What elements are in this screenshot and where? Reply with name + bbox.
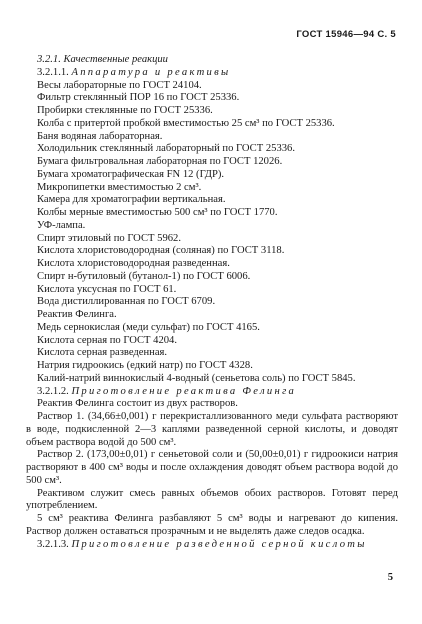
page-number: 5 bbox=[387, 572, 393, 583]
paragraph: Раствор 1. (34,66±0,001) г перекристаллизованного меди сульфата растворяют в воде, подкисленной 2—3 каплями разведенной серной кислоты, и доводят объем раствора водой до 500 см³. bbox=[26, 411, 398, 448]
list-item: Холодильник стеклянный лабораторный по ГОСТ 25336. bbox=[37, 143, 296, 155]
section-3-2-1-heading: 3.2.1. Качественные реакции bbox=[37, 54, 168, 65]
list-item: Колба с притертой пробкой вместимостью 25 см³ по ГОСТ 25336. bbox=[37, 117, 335, 129]
list-item: Медь сернокислая (меди сульфат) по ГОСТ 4165. bbox=[37, 321, 260, 333]
list-item: Кислота серная разведенная. bbox=[37, 347, 168, 359]
list-item: Кислота хлористоводородная разведенная. bbox=[37, 258, 230, 269]
paragraph: Раствор 2. (173,00±0,01) г сеньетовой соли и (50,00±0,01) г гидроокиси натрия растворяют в 400 см³ воды и после охлаждения доводят объем раствора водой до 500 см³. bbox=[26, 449, 398, 486]
section-number: 3.2.1.1. bbox=[37, 66, 69, 78]
section-title: Аппаратура и реактивы bbox=[71, 66, 231, 78]
list-item: Спирт этиловый по ГОСТ 5962. bbox=[37, 232, 181, 244]
list-item: Калий-натрий виннокислый 4-водный (сеньетова соль) по ГОСТ 5845. bbox=[37, 372, 356, 384]
section-3-2-1-3-heading bbox=[26, 539, 398, 552]
list-item: Кислота уксусная по ГОСТ 61. bbox=[37, 283, 177, 295]
paragraph: 5 см³ реактива Фелинга разбавляют 5 см³ воды и нагревают до кипения. Раствор должен оставаться прозрачным и не выделять даже следов осадка. bbox=[26, 513, 398, 537]
list-item: Вода дистиллированная по ГОСТ 6709. bbox=[37, 296, 216, 308]
section-title: Приготовление реактива Фелинга bbox=[71, 385, 297, 397]
document-header: ГОСТ 15946—94 С. 5 bbox=[296, 29, 396, 40]
list-item: Кислота серная по ГОСТ 4204. bbox=[37, 334, 177, 346]
list-item: Пробирки стеклянные по ГОСТ 25336. bbox=[37, 105, 213, 116]
list-item: Камера для хроматографии вертикальная. bbox=[37, 194, 226, 206]
list-item: Баня водяная лабораторная. bbox=[37, 130, 163, 142]
list-item: Бумага фильтровальная лабораторная по ГОСТ 12026. bbox=[37, 156, 283, 167]
list-item: Спирт н-бутиловый (бутанол-1) по ГОСТ 6006. bbox=[37, 270, 251, 282]
list-item: Реактив Фелинга. bbox=[37, 309, 117, 320]
list-item: Бумага хроматографическая FN 12 (ГДР). bbox=[37, 168, 225, 180]
section-number: 3.2.1.3. bbox=[37, 538, 69, 550]
paragraph: Реактив Фелинга состоит из двух растворов. bbox=[37, 398, 238, 410]
list-item: Фильтр стеклянный ПОР 16 по ГОСТ 25336. bbox=[37, 92, 240, 104]
list-item: Натрия гидроокись (едкий натр) по ГОСТ 4328. bbox=[37, 360, 253, 371]
list-item: Колбы мерные вместимостью 500 см³ по ГОСТ 1770. bbox=[37, 207, 278, 218]
section-3-2-1-1-heading bbox=[26, 67, 398, 80]
section-3-2-1-2-heading bbox=[26, 386, 398, 399]
reagent-list bbox=[26, 80, 398, 386]
paragraph: Реактивом служит смесь равных объемов обоих растворов. Готовят перед употреблением. bbox=[26, 487, 398, 512]
list-item: Весы лабораторные по ГОСТ 24104. bbox=[37, 79, 202, 91]
list-item: Микропипетки вместимостью 2 см³. bbox=[37, 181, 202, 193]
document-body bbox=[26, 54, 398, 551]
list-item: Кислота хлористоводородная (соляная) по ГОСТ 3118. bbox=[37, 245, 285, 257]
section-number: 3.2.1.2. bbox=[37, 385, 69, 397]
section-title: Приготовление разведенной серной кислоты bbox=[71, 538, 367, 550]
list-item: УФ-лампа. bbox=[37, 219, 86, 231]
